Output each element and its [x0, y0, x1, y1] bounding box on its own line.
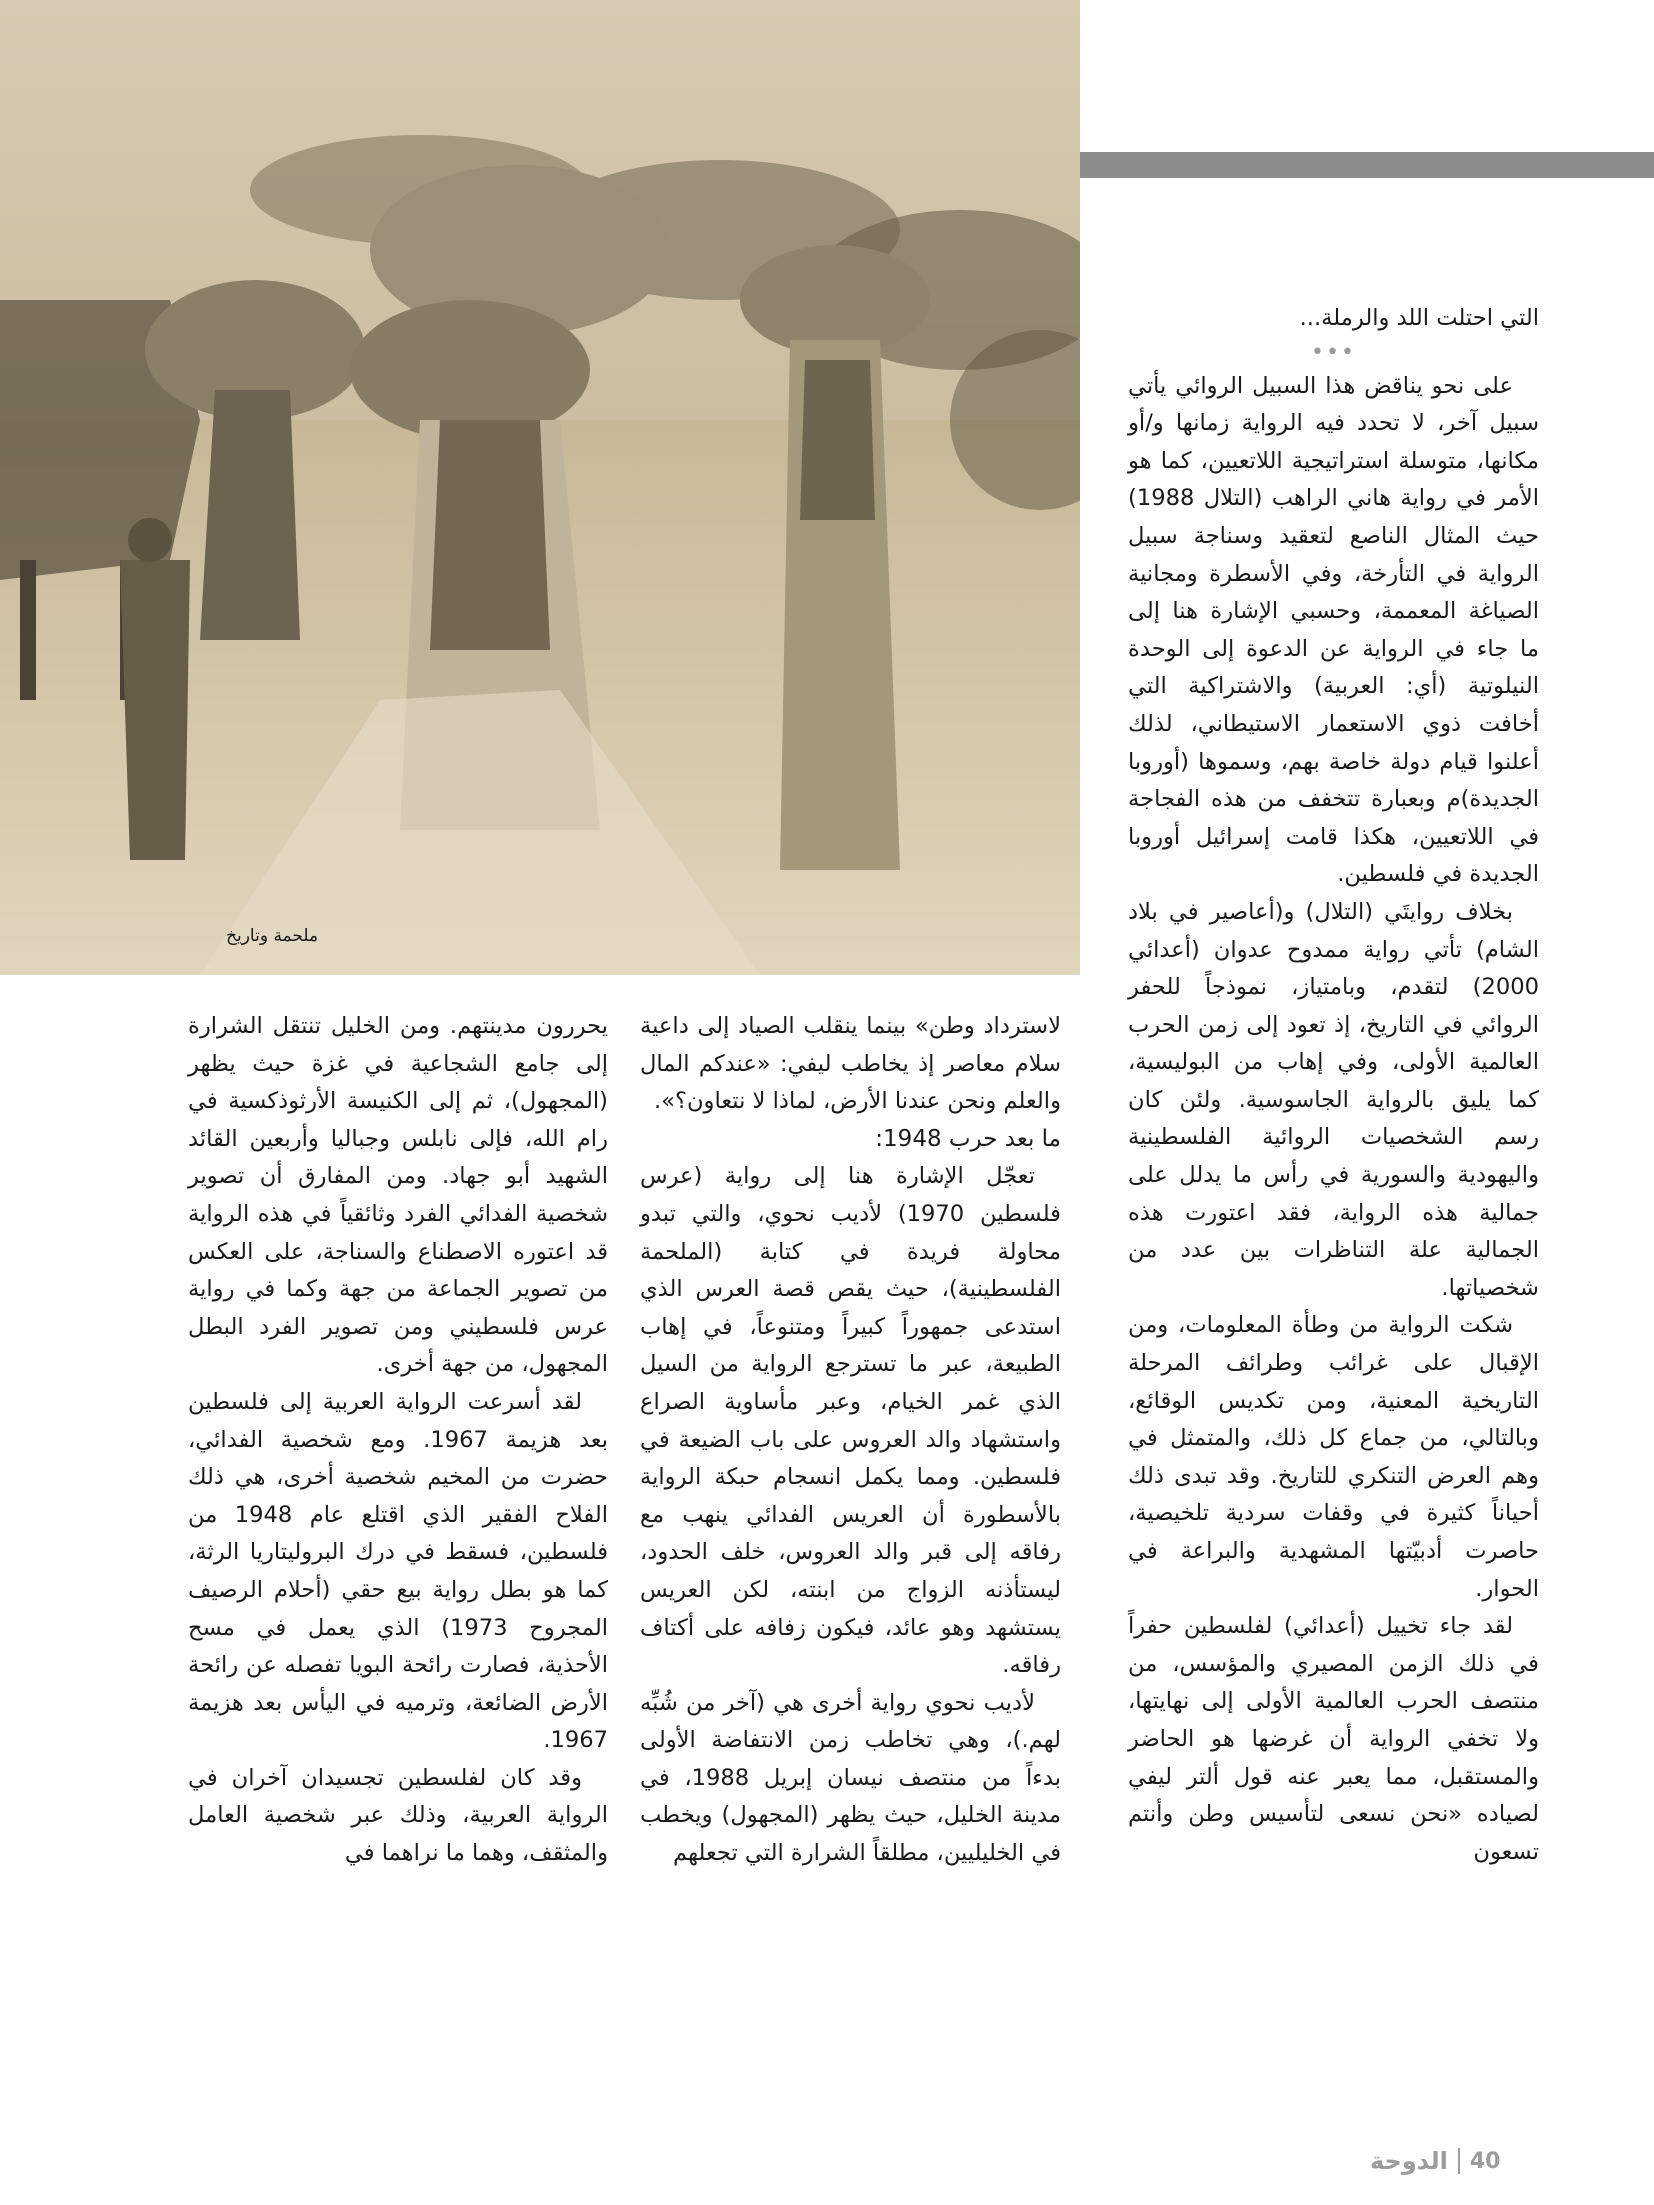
subheading: ما بعد حرب 1948: — [875, 1125, 1061, 1152]
text-column-right — [1128, 300, 1539, 1871]
footer-divider — [1458, 2148, 1460, 2174]
paragraph: لقد أسرعت الرواية العربية إلى فلسطين بعد هزيمة 1967. ومع شخصية الفدائي، حضرت من المخيم شخصية أخرى، هي ذلك الفلاح الفقير الذي اقتلع عام 1948 من فلسطين، فسقط في درك البروليتاريا الرثة، كما هو بطل رواية بيع حقي (أحلام الرصيف المجروح 1973) الذي يعمل في مسح الأحذية، فصارت رائحة البويا تفصله عن رائحة الأرض الضائعة، وترميه في اليأس بعد هزيمة 1967. — [188, 1388, 608, 1754]
section-separator: ••• — [1311, 339, 1356, 365]
paragraph: شكت الرواية من وطأة المعلومات، ومن الإقبال على غرائب وطرائف المرحلة التاريخية المعنية، ومن تكديس الوقائع، وبالتالي، من جماع كل ذلك، والمتمثل في وهم العرض التنكري للتاريخ. وقد تبدى ذلك أحياناً كثيرة في وقفات سردية تلخيصية، حاصرت أدبيّتها المشهدية والبراعة في الحوار. — [1128, 1312, 1539, 1602]
refugees-photo — [0, 0, 1080, 975]
paragraph: لأديب نحوي رواية أخرى هي (آخر من شُبِّه لهم.)، وهي تخاطب زمن الانتفاضة الأولى بدءاً من منتصف نيسان إبريل 1988، في مدينة الخليل، حيث يظهر (المجهول) ويخطب في الخليليين، مطلقاً الشرارة التي تجعلهم — [640, 1689, 1061, 1867]
paragraph: تعجّل الإشارة هنا إلى رواية (عرس فلسطين 1970) لأديب نحوي، والتي تبدو محاولة فريدة في كتابة (الملحمة الفلسطينية)، حيث يقص قصة العرس الذي استدعى جمهوراً كبيراً ومتنوعاً، في إهاب الطبيعة، عبر ما تسترجع الرواية من السيل الذي غمر الخيام، وعبر مأساوية الصراع واستشهاد والد العروس على باب الضيعة في فلسطين. ومما يكمل انسجام حبكة الرواية بالأسطورة أن العريس الفدائي ينهب مع رفاقه إلى قبر والد العروس، خلف الحدود، ليستأذنه الزواج من ابنته، لكن العريس يستشهد وهو عائد، فيكون زفافه على أكتاف رفاقه. — [640, 1163, 1061, 1679]
paragraph: يحررون مدينتهم. ومن الخليل تنتقل الشرارة إلى جامع الشجاعية في غزة حيث يظهر (المجهول)، ثم إلى الكنيسة الأرثوذكسية في رام الله، فإلى نابلس وجباليا وأربعين القائد الشهيد أبو جهاد. ومن المفارق أن تصوير شخصية الفدائي الفرد وثائقياً في هذه الرواية قد اعتوره الاصطناع والسناجة، على العكس من تصوير الجماعة من جهة وكما في رواية عرس فلسطيني ومن تصوير الفرد البطل المجهول، من جهة أخرى. — [188, 1013, 608, 1378]
header-bar — [1080, 152, 1654, 178]
paragraph: على نحو يناقض هذا السبيل الروائي يأتي سبيل آخر، لا تحدد فيه الرواية زمانها و/أو مكانها، متوسلة استراتيجية اللاتعيين، كما هو الأمر في رواية هاني الراهب (التلال 1988) حيث المثال الناصع لتعقيد وسناجة سبيل الرواية في التأرخة، وفي الأسطرة ومجانية الصياغة المعممة، وحسبي الإشارة هنا إلى ما جاء في الرواية عن الدعوة إلى الوحدة النيلوتية (أي: العربية) والاشتراكية التي أخافت ذوي الاستعمار الاستيطاني، لذلك أعلنوا قيام دولة خاصة بهم، وسموها (أوروبا الجديدة)م وبعبارة تتخفف من هذه الفجاجة في اللاتعيين، هكذا قامت إسرائيل أوروبا الجديدة في فلسطين. — [1128, 372, 1539, 888]
text-column-middle — [640, 1008, 1061, 1873]
magazine-logo: الدوحة — [1370, 2147, 1448, 2175]
page-number: 40 — [1469, 2148, 1501, 2174]
text-column-left — [188, 1008, 608, 1873]
photo-illustration — [0, 0, 1080, 975]
paragraph: لقد جاء تخييل (أعدائي) لفلسطين حفراً في ذلك الزمن المصيري والمؤسس، من منتصف الحرب العالمية الأولى إلى نهايتها، ولا تخفي الرواية أن غرضها هو الحاضر والمستقبل، مما يعبر عنه قول ألتر ليفي لصياده «نحن نسعى لتأسيس وطن وأنتم تسعون — [1128, 1613, 1539, 1865]
paragraph: بخلاف روايتَي (التلال) و(أعاصير في بلاد الشام) تأتي رواية ممدوح عدوان (أعدائي 2000) لتقدم، وبامتياز، نموذجاً للحفر الروائي في التاريخ، إذ تعود إلى زمن الحرب العالمية الأولى، وفي إهاب من البوليسية، كما يليق بالرواية الجاسوسية. ولئن كان رسم الشخصيات الروائية الفلسطينية واليهودية والسورية في رأس ما يدلل على جمالية هذه الرواية، فقد اعتورت هذه الجمالية علة التناظرات بين عدد من شخصياتها. — [1128, 898, 1539, 1301]
section-intro: التي احتلت اللد والرملة... — [1299, 305, 1539, 331]
paragraph: لاسترداد وطن» بينما ينقلب الصياد إلى داعية سلام معاصر إذ يخاطب ليفي: «عندكم المال والعلم ونحن عندنا الأرض، لماذا لا نتعاون؟». — [640, 1013, 1061, 1115]
paragraph: وقد كان لفلسطين تجسيدان آخران في الرواية العربية، وذلك عبر شخصية العامل والمثقف، وهما ما نراهما في — [188, 1764, 608, 1867]
page-footer — [1370, 2146, 1501, 2176]
photo-credit: ملحمة وتاريخ — [226, 926, 319, 946]
